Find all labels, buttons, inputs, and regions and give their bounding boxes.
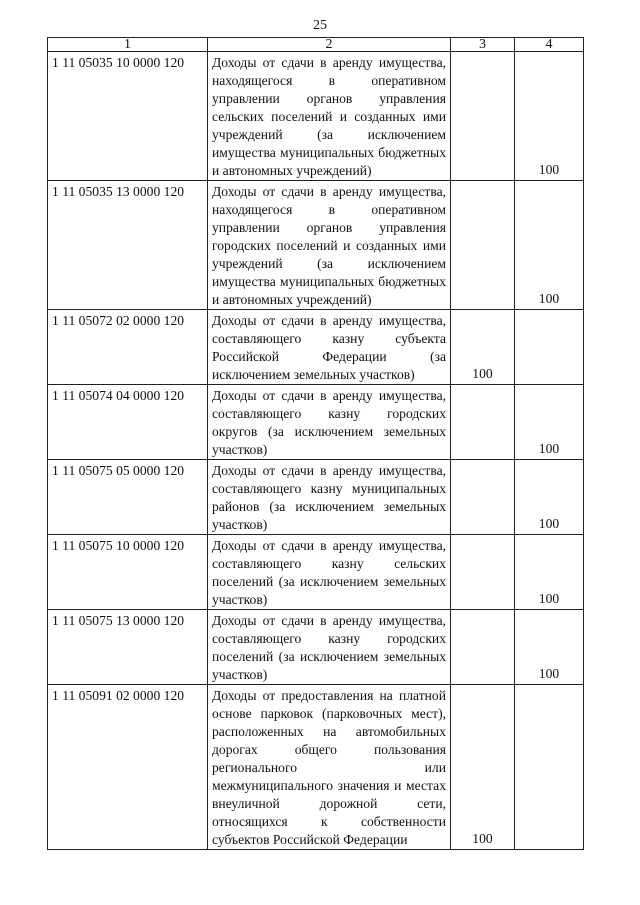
row-code: 1 11 05075 13 0000 120 xyxy=(48,610,208,685)
row-value-col3: 100 xyxy=(451,310,515,385)
table-row xyxy=(48,685,584,850)
table-row xyxy=(48,181,584,310)
row-description: Доходы от сдачи в аренду имущества, составляющего казну муниципальных районов (за исключением земельных участков) xyxy=(208,460,451,535)
row-value-col3 xyxy=(451,385,515,460)
revenue-table xyxy=(47,37,584,850)
row-code: 1 11 05075 10 0000 120 xyxy=(48,535,208,610)
row-value-col3 xyxy=(451,610,515,685)
row-code: 1 11 05091 02 0000 120 xyxy=(48,685,208,850)
table-row xyxy=(48,460,584,535)
row-value-col4: 100 xyxy=(515,535,584,610)
row-description: Доходы от сдачи в аренду имущества, составляющего казну городских округов (за исключением земельных участков) xyxy=(208,385,451,460)
row-code: 1 11 05074 04 0000 120 xyxy=(48,385,208,460)
table-row xyxy=(48,310,584,385)
row-value-col4: 100 xyxy=(515,385,584,460)
row-code: 1 11 05035 13 0000 120 xyxy=(48,181,208,310)
column-header-1: 1 xyxy=(48,38,208,52)
table-row xyxy=(48,52,584,181)
header-row xyxy=(48,38,584,52)
row-value-col3: 100 xyxy=(451,685,515,850)
table-row xyxy=(48,610,584,685)
row-code: 1 11 05072 02 0000 120 xyxy=(48,310,208,385)
row-description: Доходы от предоставления на платной основе парковок (парковочных мест), расположенных на автомобильных дорогах общего пользования регионального или межмуниципального значения и местах внеуличной дорожной сети, относящихся к собственности субъектов Российской Федерации xyxy=(208,685,451,850)
row-value-col3 xyxy=(451,181,515,310)
row-value-col4: 100 xyxy=(515,52,584,181)
column-header-4: 4 xyxy=(515,38,584,52)
column-header-3: 3 xyxy=(451,38,515,52)
row-description: Доходы от сдачи в аренду имущества, находящегося в оперативном управлении органов управления сельских поселений и созданных ими учреждений (за исключением имущества муниципальных бюджетных и автономных учреждений) xyxy=(208,52,451,181)
row-description: Доходы от сдачи в аренду имущества, находящегося в оперативном управлении органов управления городских поселений и созданных ими учреждений (за исключением имущества муниципальных бюджетных и автономных учреждений) xyxy=(208,181,451,310)
row-value-col3 xyxy=(451,460,515,535)
row-code: 1 11 05075 05 0000 120 xyxy=(48,460,208,535)
row-value-col4: 100 xyxy=(515,610,584,685)
column-header-2: 2 xyxy=(208,38,451,52)
row-value-col4: 100 xyxy=(515,460,584,535)
row-value-col3 xyxy=(451,52,515,181)
row-description: Доходы от сдачи в аренду имущества, составляющего казну сельских поселений (за исключением земельных участков) xyxy=(208,535,451,610)
row-value-col4 xyxy=(515,310,584,385)
row-description: Доходы от сдачи в аренду имущества, составляющего казну городских поселений (за исключением земельных участков) xyxy=(208,610,451,685)
row-value-col4: 100 xyxy=(515,181,584,310)
row-code: 1 11 05035 10 0000 120 xyxy=(48,52,208,181)
row-value-col3 xyxy=(451,535,515,610)
row-description: Доходы от сдачи в аренду имущества, составляющего казну субъекта Российской Федерации (за исключением земельных участков) xyxy=(208,310,451,385)
table-row xyxy=(48,385,584,460)
table-row xyxy=(48,535,584,610)
page-number: 25 xyxy=(313,18,327,33)
row-value-col4 xyxy=(515,685,584,850)
